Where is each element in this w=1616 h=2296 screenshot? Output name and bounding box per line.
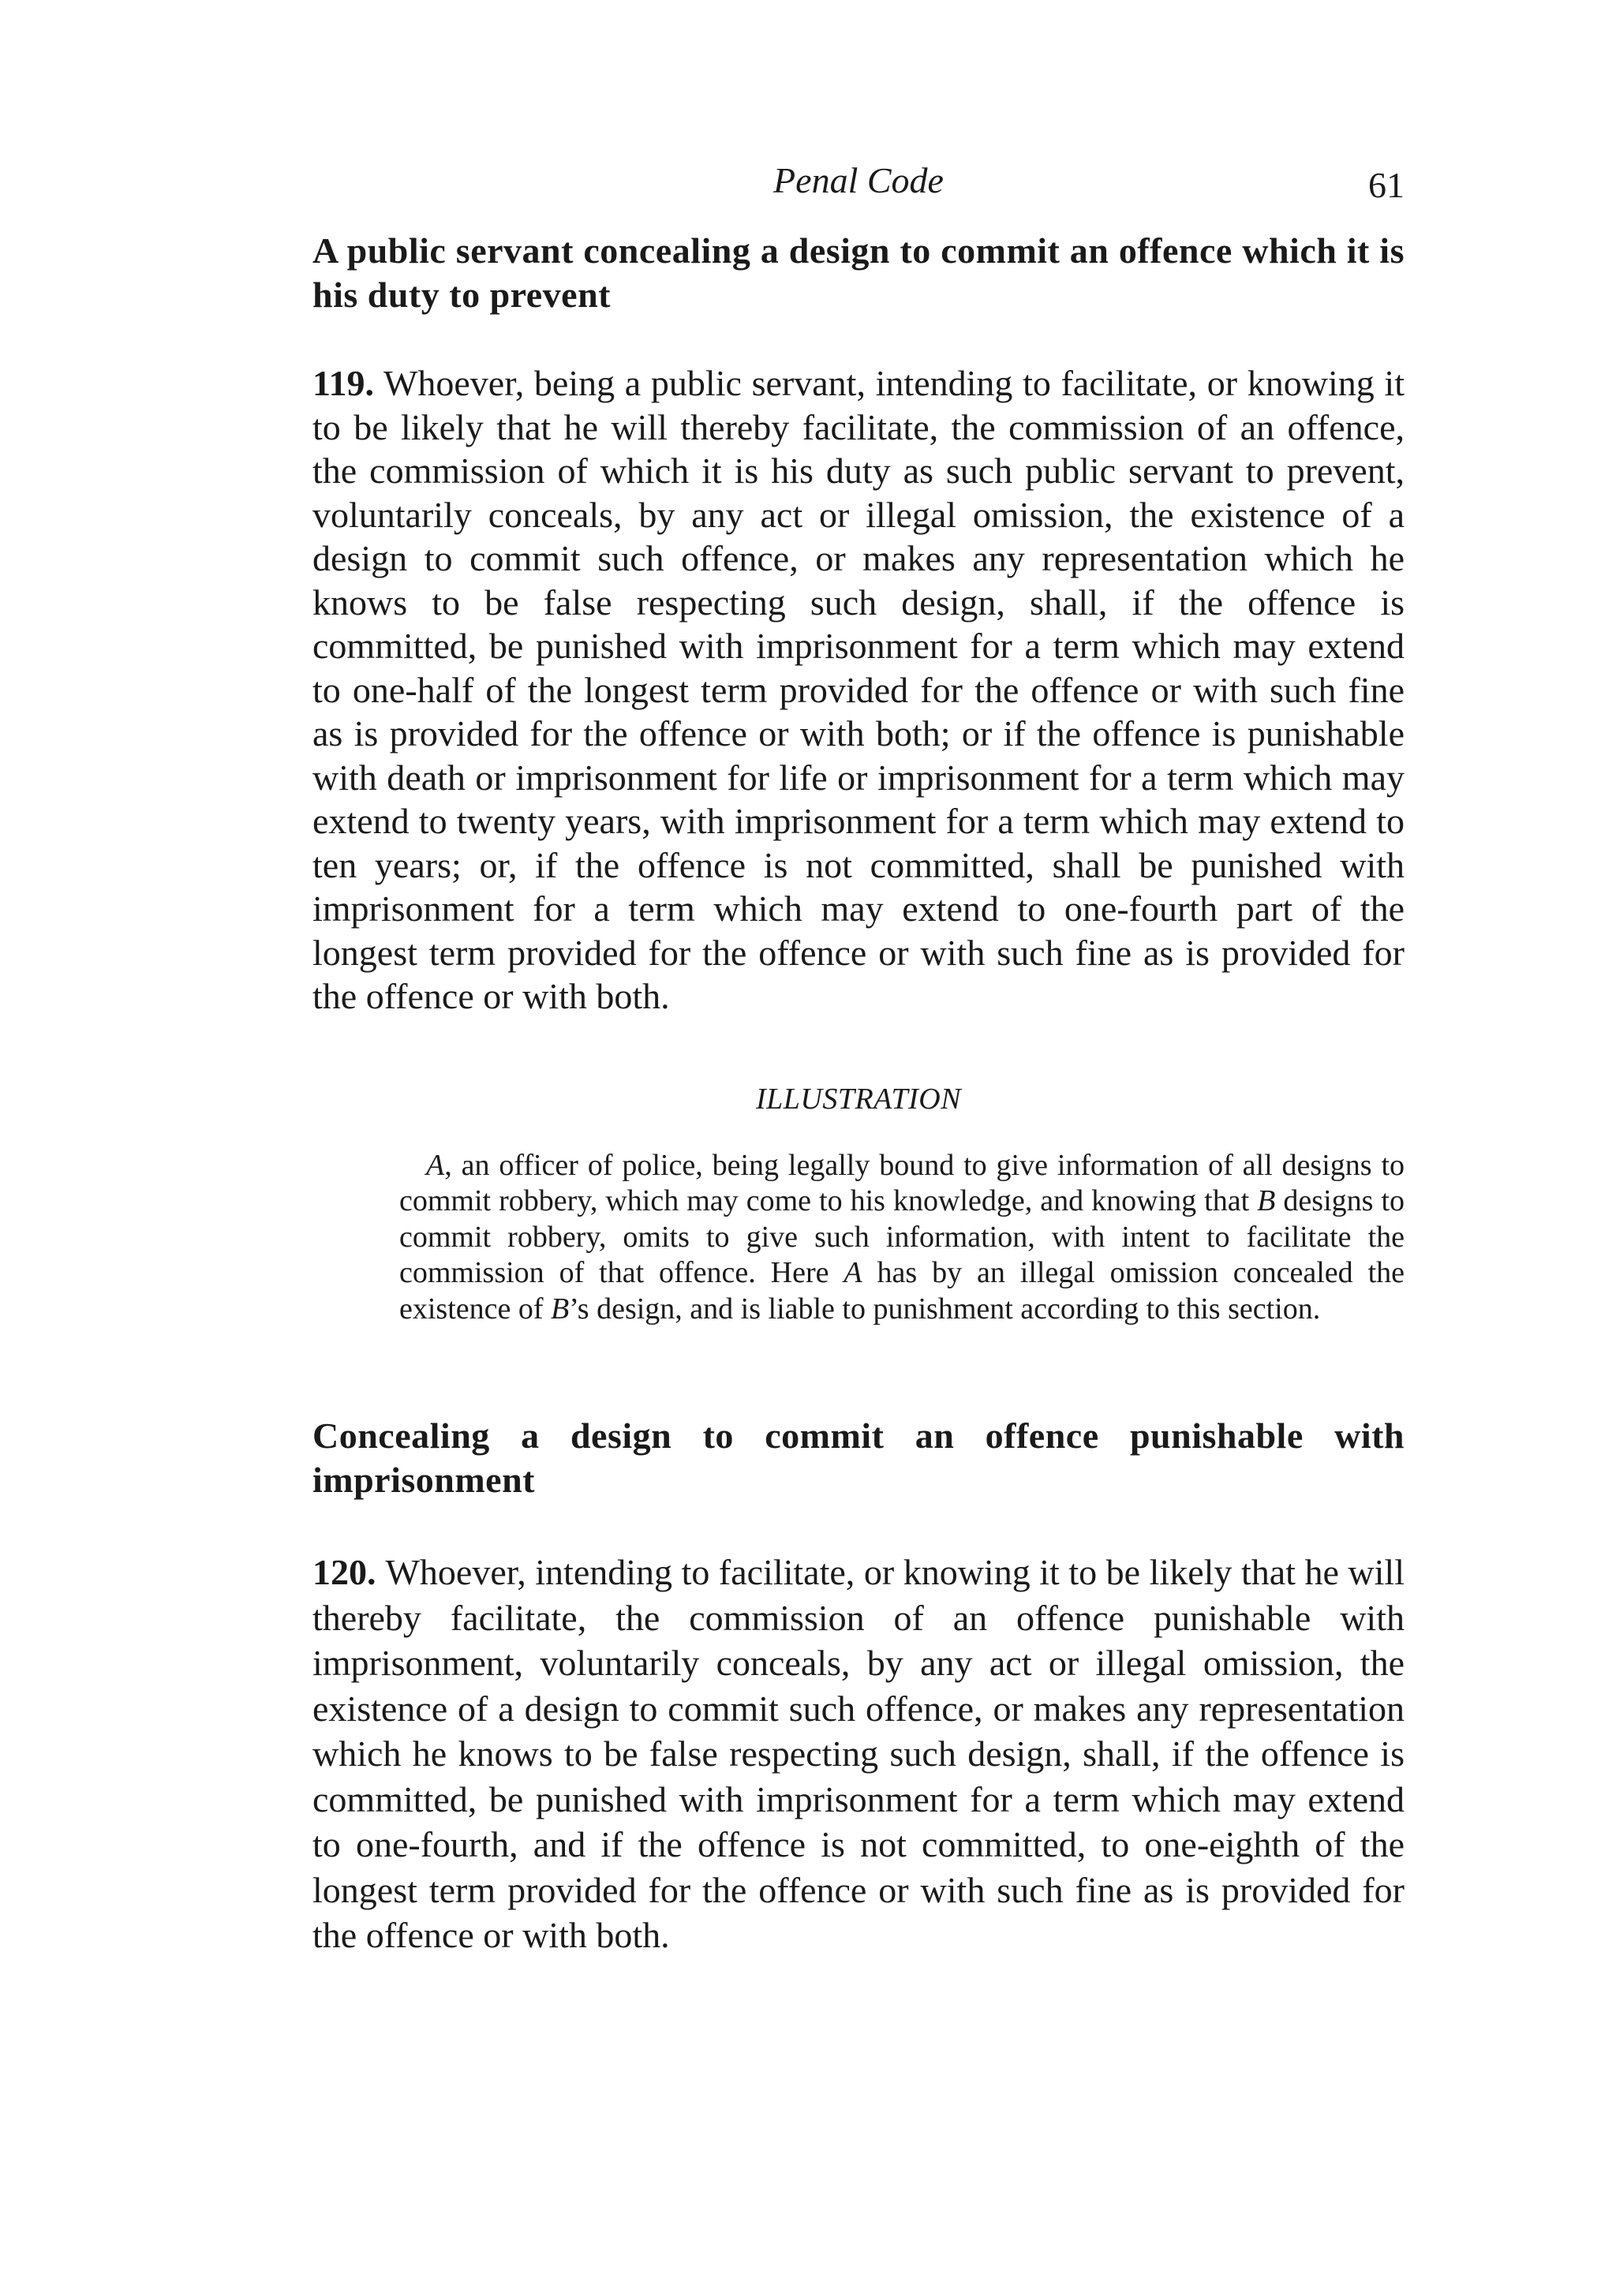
section-120-body [312, 1550, 1405, 1958]
section-119-body [312, 361, 1405, 1019]
illustration-name-a: A [844, 1256, 862, 1289]
illustration-text-part: ’s design, and is liable to punishment according to this section. [569, 1292, 1321, 1326]
running-title: Penal Code [773, 160, 944, 200]
illustration-name-a: A [426, 1148, 445, 1182]
illustration-name-b: B [1257, 1184, 1276, 1217]
illustration-text-part: designs to commit robbery, omits to give such information, with intent to facilitate the commission of that offence. Here [399, 1184, 1405, 1289]
illustration-name-b: B [551, 1292, 570, 1326]
illustration-heading: ILLUSTRATION [755, 1082, 962, 1116]
illustration-text [399, 1148, 1405, 1328]
section-119-number: 119. [312, 363, 374, 403]
section-120-text: Whoever, intending to facilitate, or knowing it to be likely that he will thereby facilitate, the commission of an offence punishable with imprisonment, voluntarily conceals, by any act or illegal omission, the existence of a design to commit such offence, or makes any representation which he knows to be false respecting such design, shall, if the offence is committed, be punished with imprisonment for a term which may extend to one-fourth, and if the offence is not committed, to one-eighth of the longest term provided for the offence or with such fine as is provided for the offence or with both. [312, 1552, 1405, 1955]
section-119-heading: A public servant concealing a design to commit an offence which it is his duty to prevent [312, 230, 1405, 315]
running-header [312, 150, 1405, 213]
section-120-heading: Concealing a design to commit an offence punishable with imprisonment [312, 1415, 1405, 1500]
section-119-text: Whoever, being a public servant, intending to facilitate, or knowing it to be likely that he will thereby facilitate, the commission of an offence, the commission of which it is his duty as such public servant to prevent, voluntarily conceals, by any act or illegal omission, the existence of a design to commit such offence, or makes any representation which he knows to be false respecting such design, shall, if the offence is committed, be punished with imprisonment for a term which may extend to one-half of the longest term provided for the offence or with such fine as is provided for the offence or with both; or if the offence is punishable with death or imprisonment for life or imprisonment for a term which may extend to twenty years, with imprisonment for a term which may extend to ten years; or, if the offence is not committed, shall be punished with imprisonment for a term which may extend to one-fourth part of the longest term provided for the offence or with such fine as is provided for the offence or with both. [312, 363, 1405, 1016]
illustration-text-part: , an officer of police, being legally bound to give information of all designs to commit robbery, which may come to his knowledge, and knowing that [399, 1148, 1405, 1217]
document-page [312, 150, 1405, 1958]
illustration-text-part: has by an illegal omission concealed the existence of [399, 1256, 1405, 1326]
section-120-number: 120. [312, 1552, 376, 1592]
page-number: 61 [1368, 165, 1405, 205]
